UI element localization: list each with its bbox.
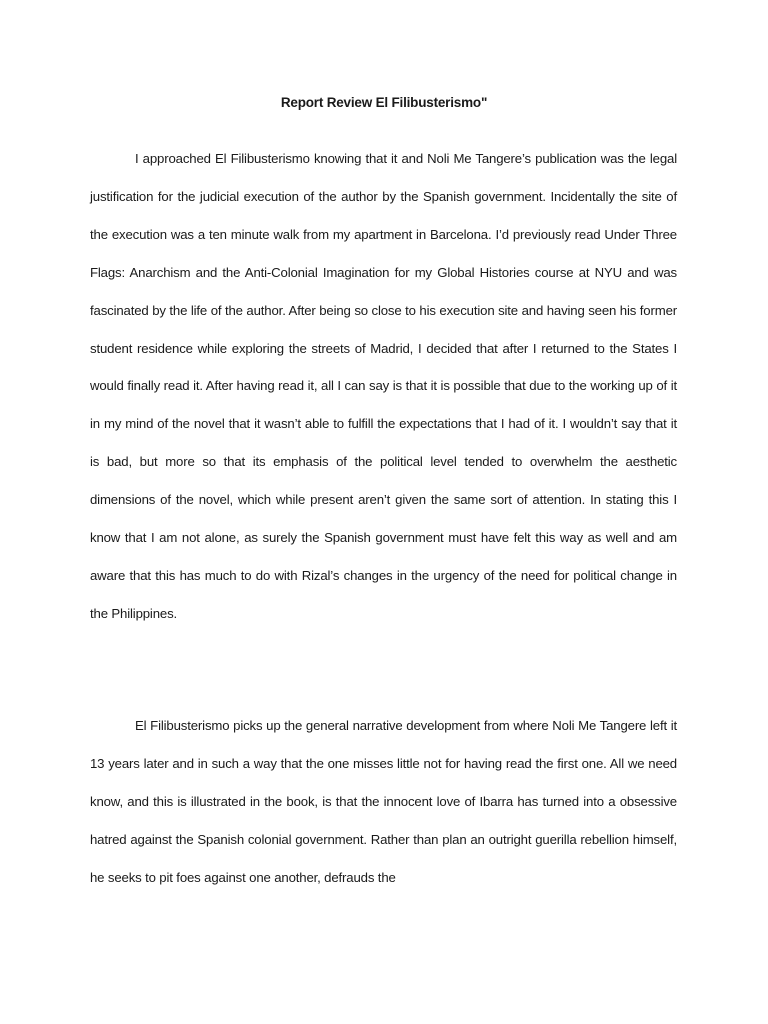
body-paragraph: I approached El Filibusterismo knowing that it and Noli Me Tangere’s publication was the legal justification for the judicial execution of the author by the Spanish government. Incidentally the site of the execution was a ten minute walk from my apartment in Barcelona. I’d previously read Under Three Flags: Anarchism and the Anti-Colonial Imagination for my Global Histories course at NYU and was fascinated by the life of the author. After being so close to his execution site and having seen his former student residence while exploring the streets of Madrid, I decided that after I returned to the States I would finally read it. After having read it, all I can say is that it is possible that due to the working up of it in my mind of the novel that it wasn’t able to fulfill the expectations that I had of it. I wouldn’t say that it is bad, but more so that its emphasis of the political level tended to overwhelm the aesthetic dimensions of the novel, which while present aren’t given the same sort of attention. In stating this I know that I am not alone, as surely the Spanish government must have felt this way as well and am aware that this has much to do with Rizal’s changes in the urgency of the need for political change in the Philippines. [90,151,677,621]
body-paragraph-2-container [90,707,677,897]
document-title: Report Review El Filibusterismo" [280,95,488,110]
body-paragraph-1-container [90,140,677,633]
body-paragraph: El Filibusterismo picks up the general narrative development from where Noli Me Tangere left it 13 years later and in such a way that the one misses little not for having read the first one. All we need know, and this is illustrated in the book, is that the innocent love of Ibarra has turned into a obsessive hatred against the Spanish colonial government. Rather than plan an outright guerilla rebellion himself, he seeks to pit foes against one another, defrauds the [90,718,677,885]
